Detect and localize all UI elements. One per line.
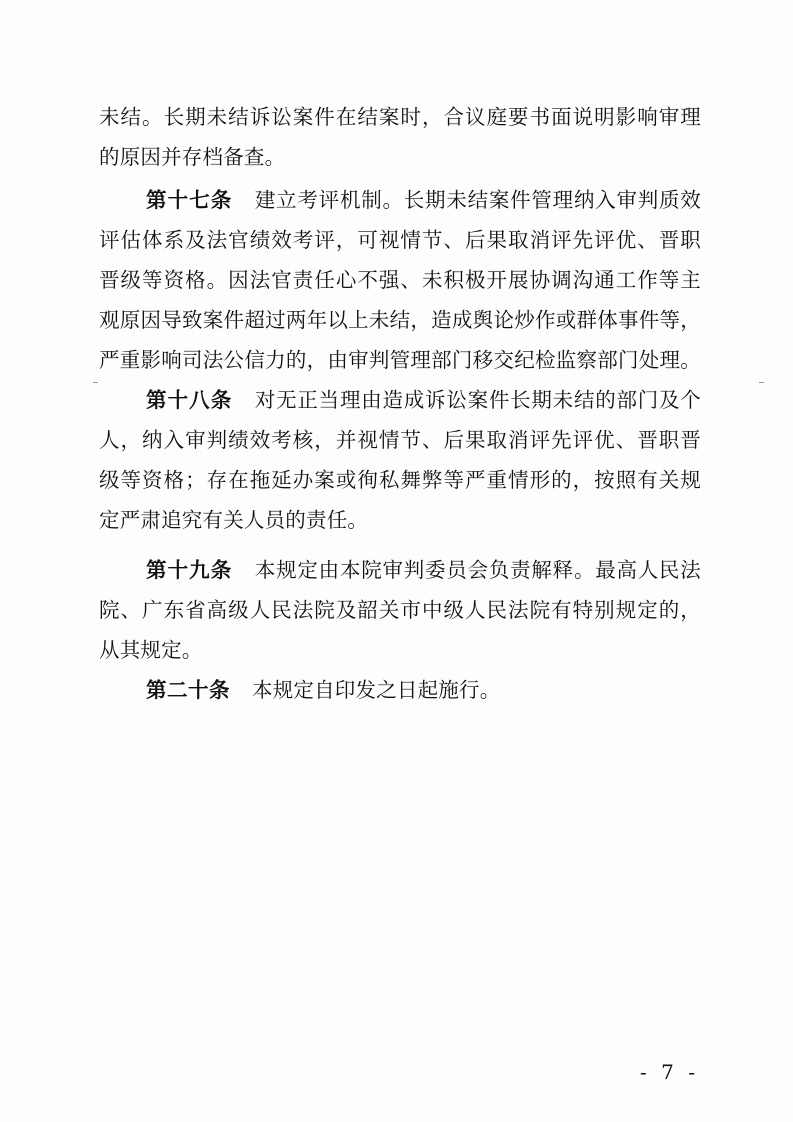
text-line: 从其规定。 bbox=[99, 638, 203, 662]
text-line: 未结。长期未结诉讼案件在结案时，合议庭要书面说明影响审理 bbox=[99, 105, 701, 129]
text-line: 的原因并存档备查。 bbox=[99, 145, 286, 169]
text-line: 本规定自印发之日起施行。 bbox=[252, 678, 501, 702]
text-line: 人，纳入审判绩效考核，并视情节、后果取消评先评优、晋职晋 bbox=[99, 428, 701, 452]
page-number: - 7 - bbox=[640, 1060, 699, 1084]
scan-mark bbox=[759, 382, 764, 383]
article-17-first-line bbox=[146, 180, 701, 220]
text-line: 定严肃追究有关人员的责任。 bbox=[99, 508, 369, 532]
article-20-first-line bbox=[146, 670, 701, 710]
text-line: 晋级等资格。因法官责任心不强、未积极开展协调沟通工作等主 bbox=[99, 268, 701, 292]
scan-mark bbox=[93, 382, 98, 383]
text-line: 本规定由本院审判委员会负责解释。最高人民法 bbox=[254, 558, 702, 582]
article-18-first-line bbox=[146, 380, 701, 420]
text-line: 观原因导致案件超过两年以上未结，造成舆论炒作或群体事件等， bbox=[99, 308, 701, 332]
text-line: 对无正当理由造成诉讼案件长期未结的部门及个 bbox=[254, 388, 702, 412]
article-20-heading: 第二十条 bbox=[146, 678, 230, 702]
text-line: 严重影响司法公信力的，由审判管理部门移交纪检监察部门处理。 bbox=[99, 348, 701, 372]
text-line: 级等资格；存在拖延办案或徇私舞弊等严重情形的，按照有关规 bbox=[99, 468, 701, 492]
article-19-heading: 第十九条 bbox=[146, 558, 233, 582]
article-17-heading: 第十七条 bbox=[146, 188, 233, 212]
text-line: 评估体系及法官绩效考评，可视情节、后果取消评先评优、晋职 bbox=[99, 228, 701, 252]
article-19-first-line bbox=[146, 550, 701, 590]
text-line: 院、广东省高级人民法院及韶关市中级人民法院有特别规定的， bbox=[99, 598, 701, 622]
article-18-heading: 第十八条 bbox=[146, 388, 233, 412]
text-line: 建立考评机制。长期未结案件管理纳入审判质效 bbox=[254, 188, 702, 212]
